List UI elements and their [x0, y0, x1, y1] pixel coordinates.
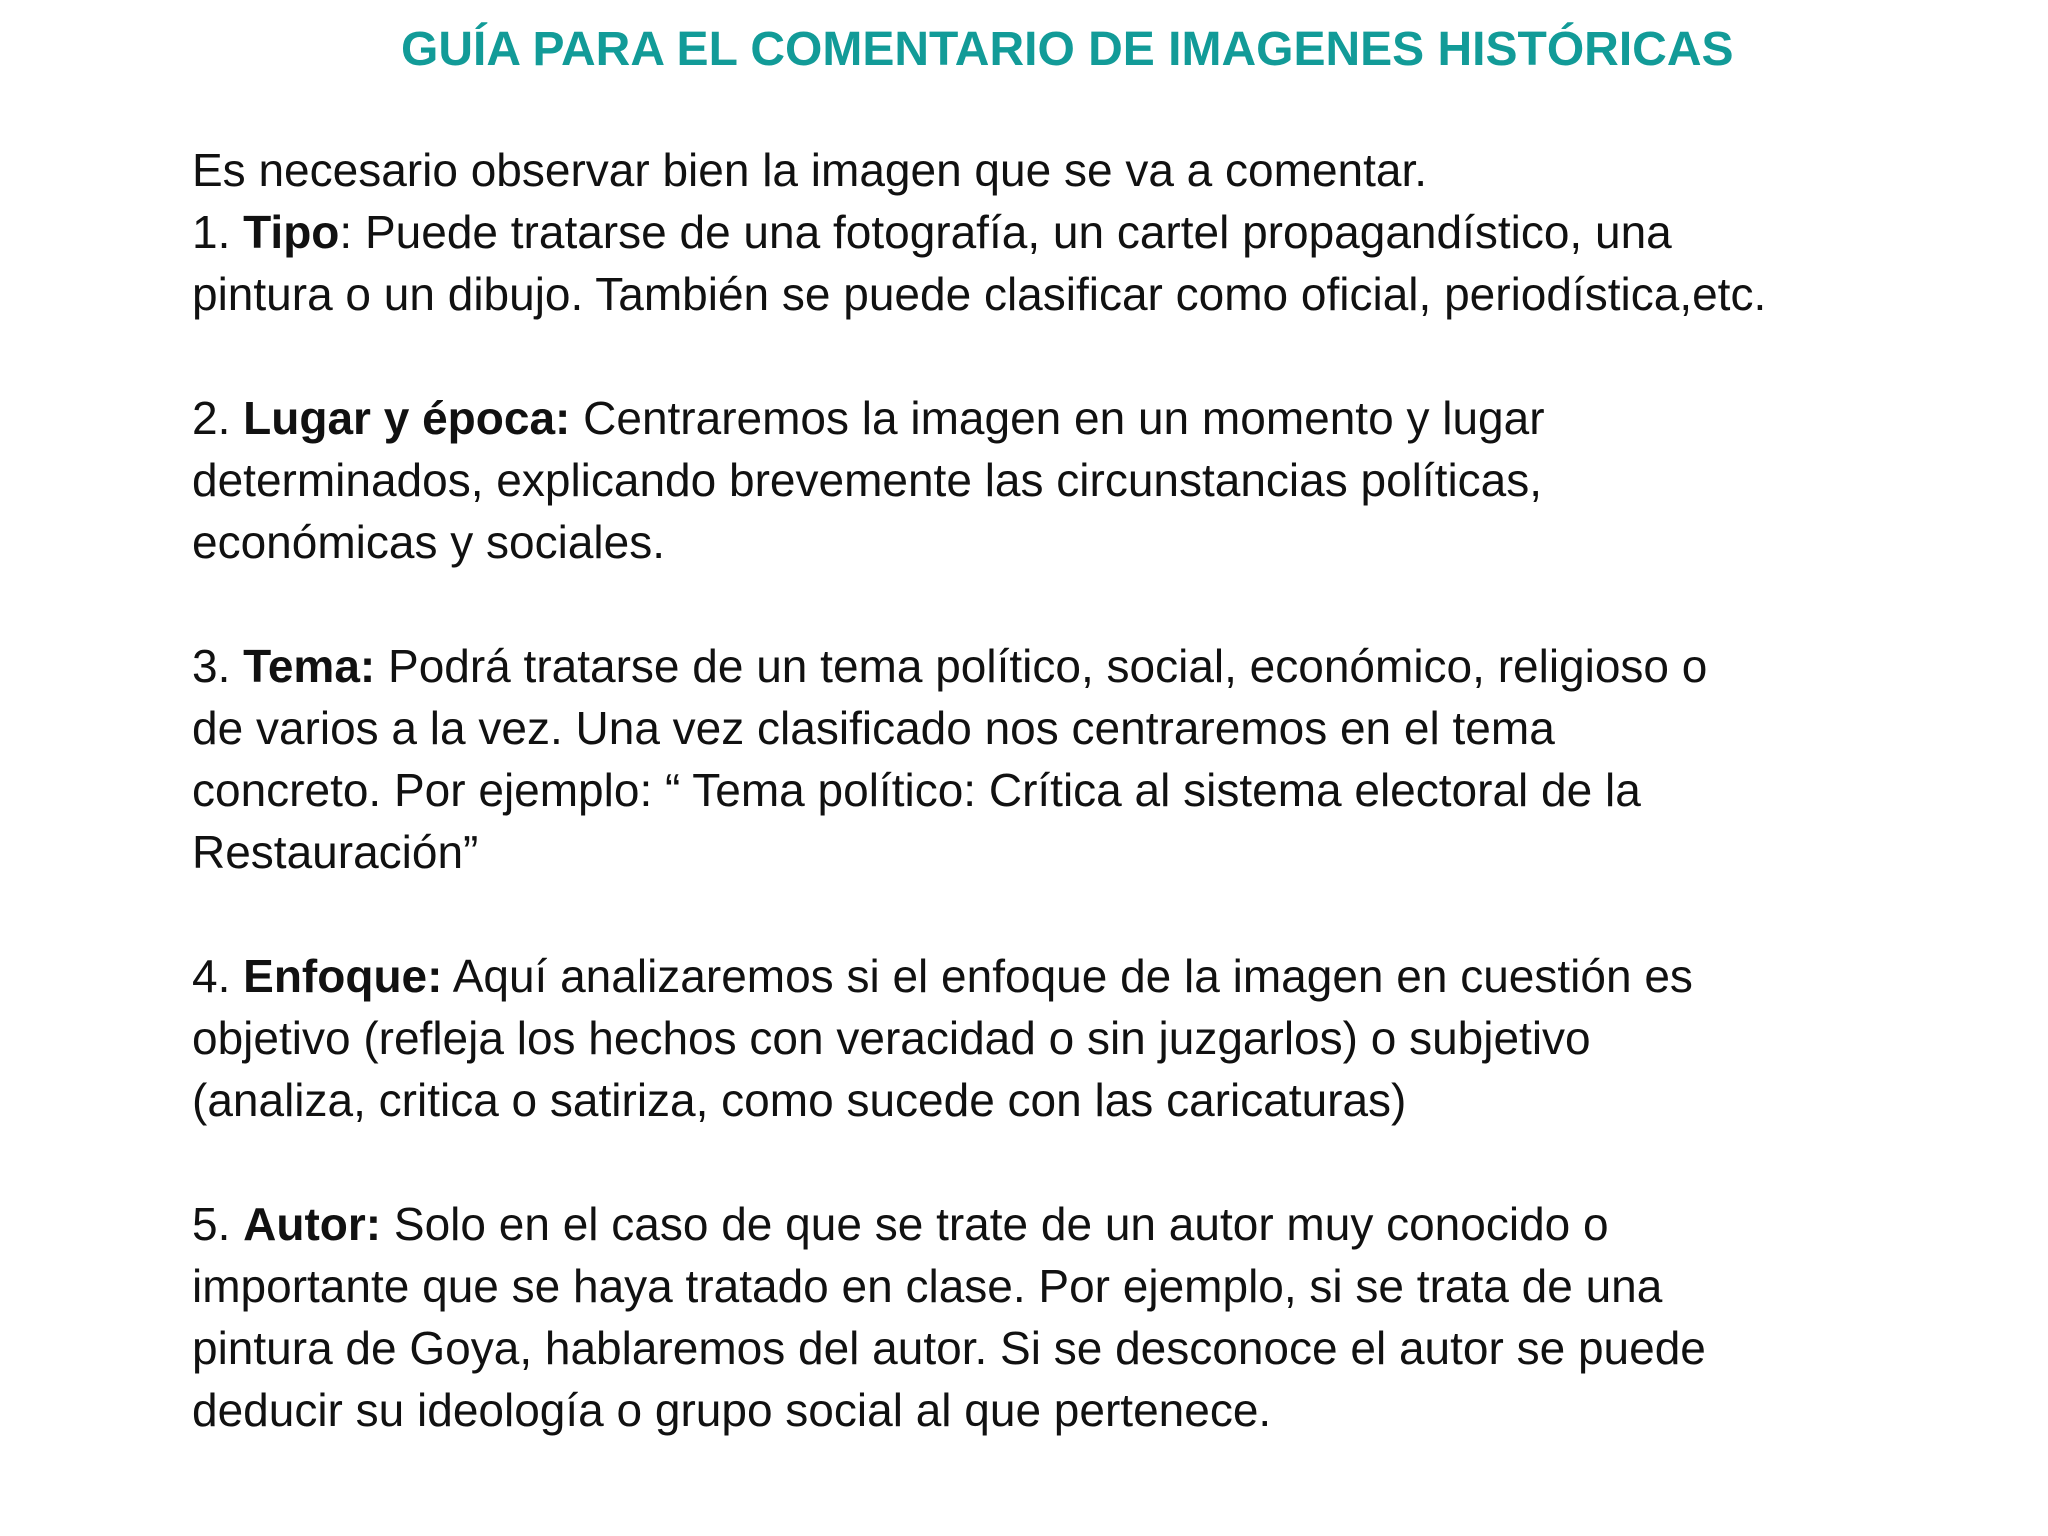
section-4-line-2: objetivo (refleja los hechos con veracidad o sin juzgarlos) o subjetivo: [192, 1012, 1591, 1064]
section-5-block: [192, 1193, 2022, 1441]
page-title: GUÍA PARA EL COMENTARIO DE IMAGENES HISTÓRICAS: [401, 23, 1734, 76]
section-4-heading: Enfoque:: [243, 950, 443, 1002]
section-4-block: [192, 945, 2022, 1131]
section-3-text-1: Podrá tratarse de un tema político, social, económico, religioso o: [375, 640, 1708, 692]
section-2-number: 2.: [192, 392, 244, 444]
section-5-number: 5.: [192, 1198, 244, 1250]
section-2-line-1: [192, 387, 2022, 449]
section-5-text-1: Solo en el caso de que se trate de un autor muy conocido o: [381, 1198, 1609, 1250]
section-2-line-2: determinados, explicando brevemente las circunstancias políticas,: [192, 454, 1543, 506]
section-5-line-4: deducir su ideología o grupo social al que pertenece.: [192, 1384, 1272, 1436]
section-3-line-4: Restauración”: [192, 826, 479, 878]
section-5-line-2: importante que se haya tratado en clase. Por ejemplo, si se trata de una: [192, 1260, 1663, 1312]
section-1-heading: Tipo: [243, 206, 340, 258]
section-5-line-1: [192, 1193, 2022, 1255]
section-2-heading: Lugar y época:: [243, 392, 571, 444]
section-5-line-3: pintura de Goya, hablaremos del autor. Si se desconoce el autor se puede: [192, 1322, 1706, 1374]
section-1-text-1: : Puede tratarse de una fotografía, un cartel propagandístico, una: [339, 206, 1672, 258]
section-3-line-1: [192, 635, 2022, 697]
section-4-text-1: Aquí analizaremos si el enfoque de la imagen en cuestión es: [442, 950, 1693, 1002]
section-1-number: 1.: [192, 206, 244, 258]
section-4-line-1: [192, 945, 2022, 1007]
section-1-line-2: pintura o un dibujo. También se puede clasificar como oficial, periodística,etc.: [192, 268, 1767, 320]
section-3-block: [192, 635, 2022, 883]
section-1-block: [192, 139, 2022, 325]
document-body: [192, 139, 2022, 1503]
section-4-number: 4.: [192, 950, 244, 1002]
section-2-text-1: Centraremos la imagen en un momento y lugar: [570, 392, 1545, 444]
section-2-block: [192, 387, 2022, 573]
intro-line: Es necesario observar bien la imagen que se va a comentar.: [192, 144, 1428, 196]
section-4-line-3: (analiza, critica o satiriza, como sucede con las caricaturas): [192, 1074, 1407, 1126]
section-3-number: 3.: [192, 640, 244, 692]
section-3-line-3: concreto. Por ejemplo: “ Tema político: Crítica al sistema electoral de la: [192, 764, 1641, 816]
section-3-line-2: de varios a la vez. Una vez clasificado nos centraremos en el tema: [192, 702, 1555, 754]
section-2-line-3: económicas y sociales.: [192, 516, 665, 568]
section-1-line-1: [192, 201, 2022, 263]
section-5-heading: Autor:: [243, 1198, 382, 1250]
section-3-heading: Tema:: [243, 640, 376, 692]
